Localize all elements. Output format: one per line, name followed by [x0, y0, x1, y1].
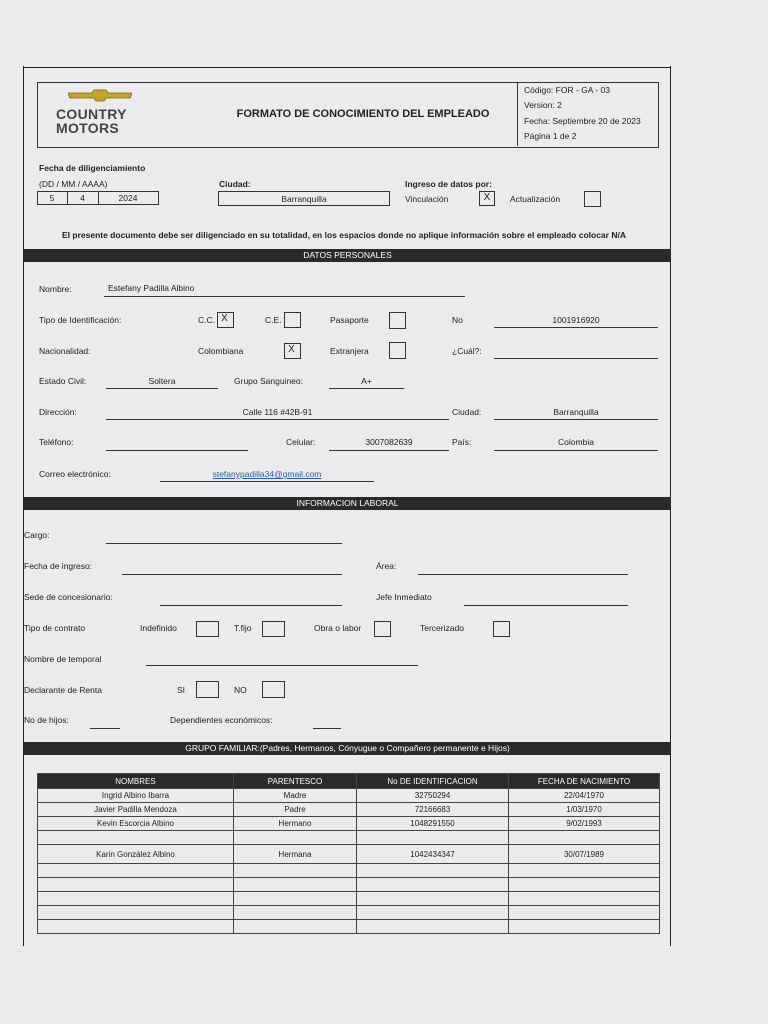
- direccion-line[interactable]: [106, 419, 449, 420]
- col-fecha-nacimiento: FECHA DE NACIMIENTO: [509, 774, 660, 789]
- cell-fecha[interactable]: [509, 892, 660, 906]
- tercerizado-label: Tercerizado: [420, 623, 464, 633]
- tercerizado-checkbox[interactable]: [493, 621, 510, 637]
- temporal-line[interactable]: [146, 665, 418, 666]
- doc-version: Version: 2: [524, 100, 562, 110]
- extranjera-checkbox[interactable]: [389, 342, 406, 359]
- fecha-ingreso-label: Fecha de ingreso:: [24, 561, 93, 571]
- correo-value-link[interactable]: stefanypadilla34@gmail.com: [212, 469, 322, 479]
- section-informacion-laboral: INFORMACION LABORAL: [24, 497, 671, 510]
- doc-code: Código: FOR - GA - 03: [524, 85, 610, 95]
- cell-parentesco[interactable]: [234, 831, 357, 845]
- table-row: [38, 864, 660, 878]
- fecha-ingreso-line[interactable]: [122, 574, 342, 575]
- nombre-value: Estefany Padilla Albino: [108, 283, 195, 293]
- col-nombres: NOMBRES: [38, 774, 234, 789]
- ciudad-personal-value: Barranquilla: [553, 407, 599, 417]
- cual-line[interactable]: [494, 358, 658, 359]
- logo-bowtie-icon: [68, 88, 132, 102]
- cell-nombre[interactable]: Javier Padilla Mendoza: [38, 803, 234, 817]
- table-row: [38, 878, 660, 892]
- notice-text: El presente documento debe ser diligenciado en su totalidad, en los espacios donde no aplique información sobre el empleado colocar N/A: [62, 230, 626, 240]
- jefe-label: Jefe Inmediato: [376, 592, 432, 602]
- col-identificacion: No DE IDENTIFICACION: [357, 774, 509, 789]
- nacionalidad-value: Colombiana: [198, 346, 244, 356]
- celular-value: 3007082639: [365, 437, 413, 447]
- cell-parentesco[interactable]: [234, 892, 357, 906]
- cell-nombre[interactable]: [38, 864, 234, 878]
- ce-checkbox[interactable]: [284, 312, 301, 328]
- cell-parentesco[interactable]: Padre: [234, 803, 357, 817]
- cual-label: ¿Cuál?:: [452, 346, 482, 356]
- cell-identificacion[interactable]: [357, 906, 509, 920]
- cargo-line[interactable]: [106, 543, 342, 544]
- vinculacion-mark: X: [483, 192, 491, 203]
- cell-nombre[interactable]: [38, 906, 234, 920]
- cell-identificacion[interactable]: 72166683: [357, 803, 509, 817]
- cell-identificacion[interactable]: [357, 920, 509, 934]
- vinculacion-label: Vinculación: [405, 194, 449, 204]
- cell-parentesco[interactable]: Madre: [234, 789, 357, 803]
- estado-civil-line[interactable]: [106, 388, 218, 389]
- table-row: [38, 789, 660, 803]
- cell-fecha[interactable]: [509, 906, 660, 920]
- year-value: 2024: [118, 193, 138, 203]
- cell-nombre[interactable]: Kevin Escorcia Albino: [38, 817, 234, 831]
- doc-date: Fecha: Septiembre 20 de 2023: [524, 116, 641, 126]
- pais-line[interactable]: [494, 450, 658, 451]
- no-id-label: No: [452, 315, 463, 325]
- sede-line[interactable]: [160, 605, 342, 606]
- colombiana-mark: X: [288, 344, 295, 355]
- top-border: [23, 67, 671, 68]
- ingreso-label: Ingreso de datos por:: [405, 179, 492, 189]
- cell-fecha[interactable]: [509, 864, 660, 878]
- numero-id-value: 1001916920: [552, 315, 600, 325]
- renta-si-checkbox[interactable]: [196, 681, 219, 698]
- estado-civil-value: Soltera: [148, 376, 176, 386]
- family-table: [37, 773, 660, 934]
- fecha-diligenciamiento-label: Fecha de diligenciamiento: [39, 163, 146, 173]
- cell-parentesco[interactable]: [234, 920, 357, 934]
- table-row: [38, 892, 660, 906]
- cc-mark: X: [221, 313, 228, 324]
- ciudad-personal-line[interactable]: [494, 419, 658, 420]
- jefe-line[interactable]: [464, 605, 628, 606]
- ce-label: C.E.: [265, 315, 282, 325]
- sede-label: Sede de concesionario:: [24, 592, 113, 602]
- day-value: 5: [49, 193, 55, 203]
- cell-nombre[interactable]: [38, 920, 234, 934]
- grupo-sanguineo-line[interactable]: [329, 388, 404, 389]
- correo-line[interactable]: [160, 481, 374, 482]
- hijos-line[interactable]: [90, 728, 120, 729]
- renta-label: Declarante de Renta: [24, 685, 102, 695]
- cell-identificacion[interactable]: [357, 878, 509, 892]
- cell-parentesco[interactable]: [234, 878, 357, 892]
- table-row: [38, 845, 660, 864]
- numero-id-line[interactable]: [494, 327, 658, 328]
- grupo-sanguineo-label: Grupo Sanguineo:: [234, 376, 303, 386]
- col-parentesco: PARENTESCO: [234, 774, 357, 789]
- page-title: FORMATO DE CONOCIMIENTO DEL EMPLEADO: [236, 108, 490, 120]
- logo-text-motors: MOTORS: [56, 120, 119, 136]
- actualizacion-checkbox[interactable]: [584, 191, 601, 207]
- indefinido-checkbox[interactable]: [196, 621, 219, 637]
- hijos-label: No de hijos:: [24, 715, 69, 725]
- pasaporte-checkbox[interactable]: [389, 312, 406, 329]
- telefono-line[interactable]: [106, 450, 248, 451]
- cell-nombre[interactable]: Karin González Albino: [38, 845, 234, 864]
- actualizacion-label: Actualización: [510, 194, 561, 204]
- cell-parentesco[interactable]: Hermano: [234, 817, 357, 831]
- ciudad-value: Barranquilla: [281, 194, 327, 204]
- fecha-format-label: (DD / MM / AAAA): [39, 179, 108, 189]
- cell-identificacion[interactable]: [357, 864, 509, 878]
- doc-page: Página 1 de 2: [524, 131, 577, 141]
- direccion-label: Dirección:: [39, 407, 77, 417]
- month-value: 4: [80, 193, 85, 203]
- tfijo-label: T.fijo: [234, 623, 252, 633]
- table-row: [38, 920, 660, 934]
- ciudad-label: Ciudad:: [219, 179, 251, 189]
- cell-fecha[interactable]: [509, 878, 660, 892]
- family-table-header: [38, 774, 660, 789]
- cell-parentesco[interactable]: [234, 906, 357, 920]
- ciudad-personal-label: Ciudad:: [452, 407, 482, 417]
- cell-fecha[interactable]: 30/07/1989: [509, 845, 660, 864]
- renta-no-label: NO: [234, 685, 247, 695]
- dependientes-line[interactable]: [313, 728, 341, 729]
- cell-identificacion[interactable]: 1048291550: [357, 817, 509, 831]
- celular-label: Celular:: [286, 437, 316, 447]
- correo-label: Correo electrónico:: [39, 469, 111, 479]
- renta-si-label: SI: [177, 685, 186, 695]
- telefono-label: Teléfono:: [39, 437, 74, 447]
- cargo-label: Cargo:: [24, 530, 50, 540]
- obra-label: Obra o labor: [314, 623, 362, 633]
- table-row: [38, 817, 660, 831]
- section-datos-personales: DATOS PERSONALES: [24, 249, 671, 262]
- tfijo-checkbox[interactable]: [262, 621, 285, 637]
- indefinido-label: Indefinido: [140, 623, 177, 633]
- cell-fecha[interactable]: 1/03/1970: [509, 803, 660, 817]
- header-divider: [517, 82, 518, 146]
- cell-nombre[interactable]: [38, 831, 234, 845]
- tipo-id-label: Tipo de Identificación:: [39, 315, 122, 325]
- temporal-label: Nombre de temporal: [24, 654, 102, 664]
- nacionalidad-label: Nacionalidad:: [39, 346, 91, 356]
- cell-parentesco[interactable]: Hermana: [234, 845, 357, 864]
- cell-fecha[interactable]: 22/04/1970: [509, 789, 660, 803]
- table-row: [38, 906, 660, 920]
- grupo-sanguineo-value: A+: [361, 376, 372, 386]
- cell-identificacion[interactable]: [357, 892, 509, 906]
- tipo-contrato-label: Tipo de contrato: [24, 623, 86, 633]
- dependientes-label: Dependientes económicos:: [170, 715, 273, 725]
- obra-checkbox[interactable]: [374, 621, 391, 637]
- cell-fecha[interactable]: [509, 831, 660, 845]
- cell-nombre[interactable]: [38, 878, 234, 892]
- pais-label: País:: [452, 437, 472, 447]
- cell-fecha[interactable]: [509, 920, 660, 934]
- cell-nombre[interactable]: [38, 892, 234, 906]
- table-row: [38, 831, 660, 845]
- pasaporte-label: Pasaporte: [330, 315, 369, 325]
- direccion-value: Calle 116 #42B-91: [242, 407, 313, 417]
- renta-no-checkbox[interactable]: [262, 681, 285, 698]
- pais-value: Colombia: [558, 437, 594, 447]
- cell-parentesco[interactable]: [234, 864, 357, 878]
- logo-text-country: COUNTRY: [56, 106, 127, 122]
- area-line[interactable]: [418, 574, 628, 575]
- cell-identificacion[interactable]: 1042434347: [357, 845, 509, 864]
- table-row: [38, 803, 660, 817]
- cell-nombre[interactable]: Ingrid Albino Ibarra: [38, 789, 234, 803]
- cell-identificacion[interactable]: 32750294: [357, 789, 509, 803]
- extranjera-label: Extranjera: [330, 346, 369, 356]
- cc-label: C.C.: [198, 315, 215, 325]
- area-label: Área:: [376, 561, 397, 571]
- celular-line[interactable]: [329, 450, 449, 451]
- cell-identificacion[interactable]: [357, 831, 509, 845]
- nombre-label: Nombre:: [39, 284, 72, 294]
- section-grupo-familiar: GRUPO FAMILIAR:(Padres, Hermanos, Cónyugue o Compañero permanente e Hijos): [24, 742, 671, 755]
- cell-fecha[interactable]: 9/02/1993: [509, 817, 660, 831]
- nombre-line[interactable]: [104, 296, 465, 297]
- estado-civil-label: Estado Civil:: [39, 376, 87, 386]
